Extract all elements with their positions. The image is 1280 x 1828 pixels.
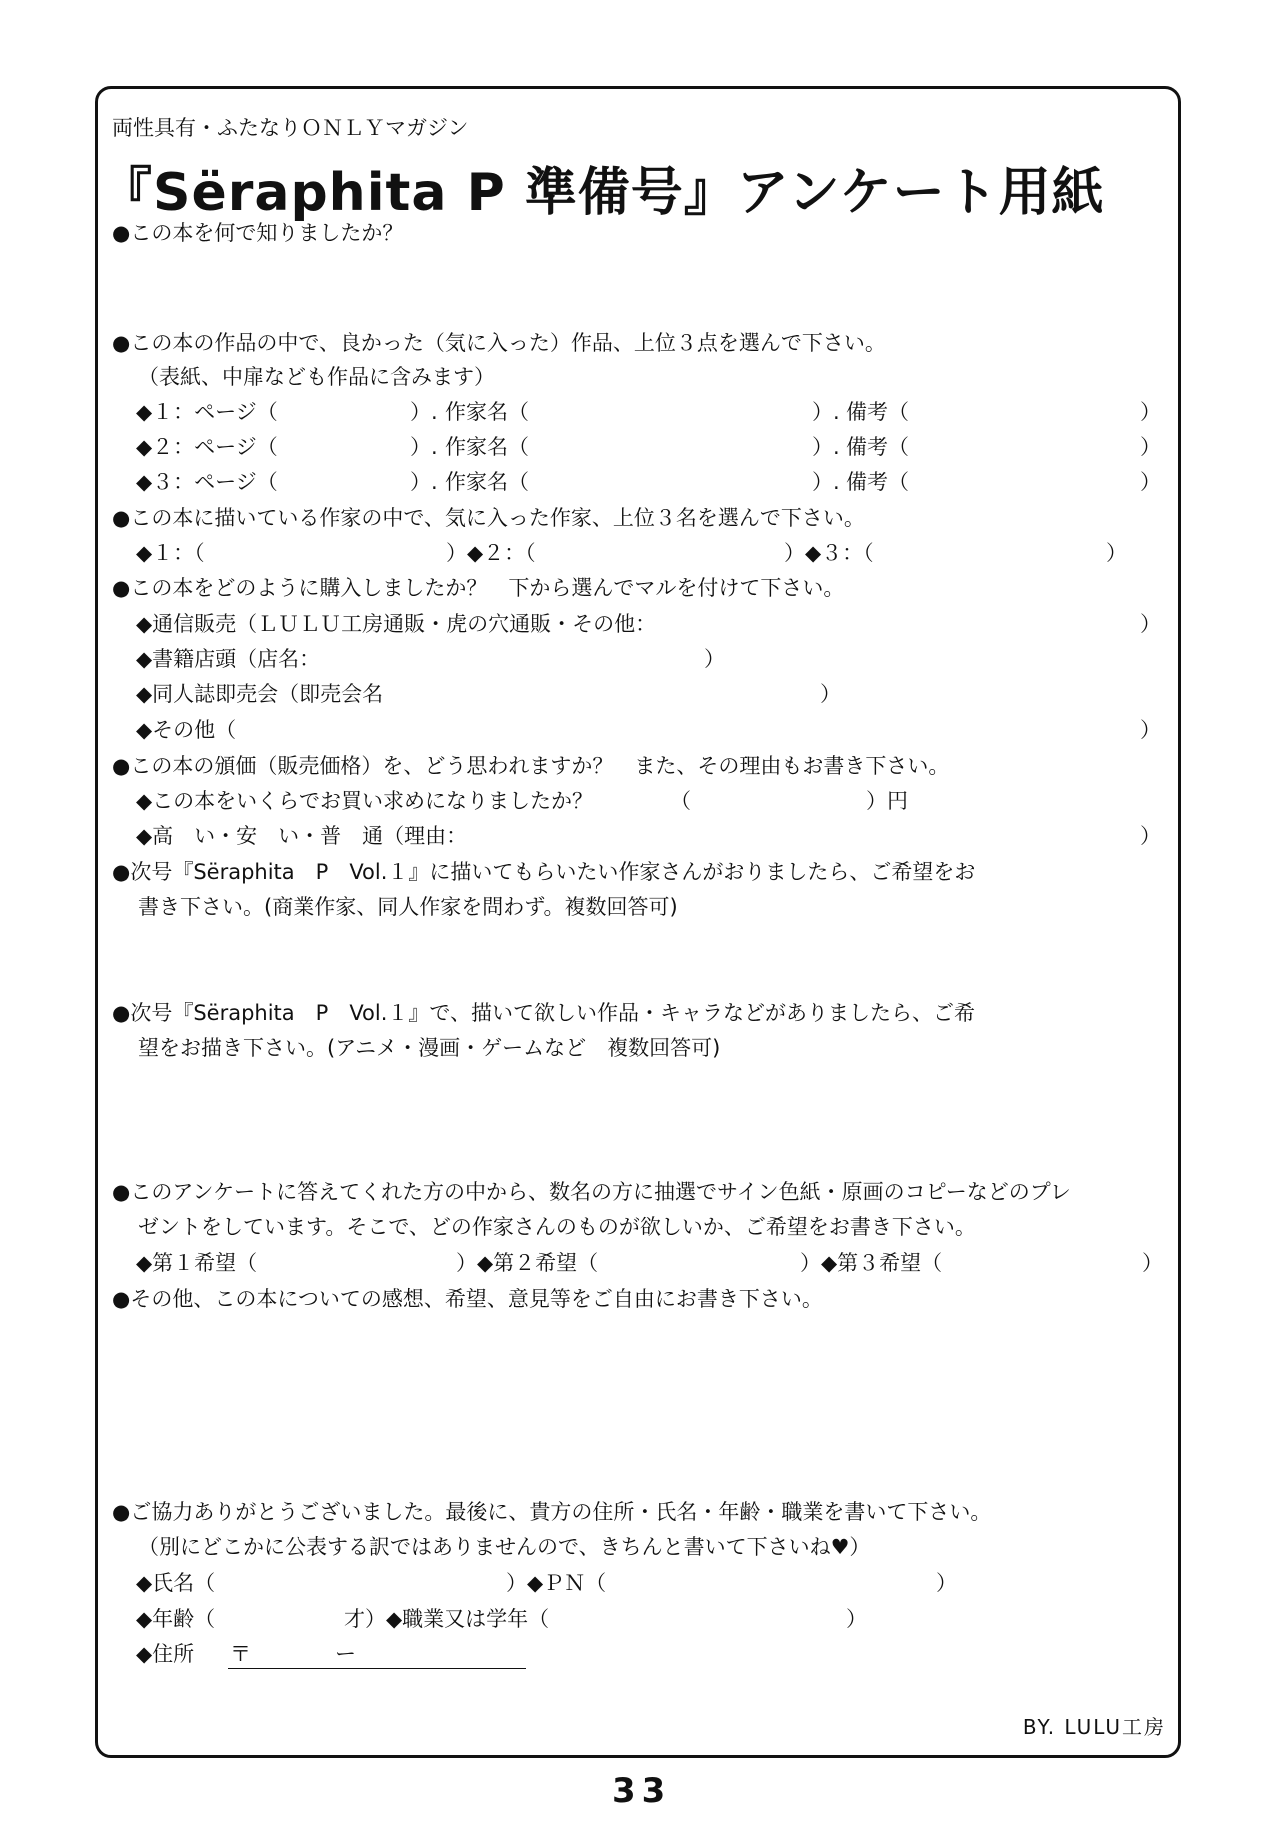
present-wish-3-field[interactable]: ）◆第３希望（ [800,1251,943,1275]
present-wish-2-field[interactable]: ）◆第２希望（ [456,1251,599,1275]
price-rating-options[interactable]: ◆高 い・安 い・普 通（理由： [136,824,468,848]
page-field-close: ）. [410,400,438,424]
question-next-issue-authors-cont: 書き下さい。(商業作家、同人作家を問わず。複数回答可) [138,895,678,919]
price-rating-close: ） [1140,824,1161,848]
page-field-label: ◆１：ページ（ [136,400,278,424]
option-doujin-event-close: ） [820,682,841,706]
question-personal-info: ●ご協力ありがとうございました。最後に、貴方の住所・氏名・年齢・職業を書いて下さい。 [112,1500,992,1524]
postal-code-field[interactable]: 〒 ー [230,1642,356,1666]
remark-field-close: ） [1140,400,1161,424]
remark-field-close: ） [1140,435,1161,459]
author-field-label: 作家名（ [445,400,529,424]
credit-text: BY. LULU工房 [1022,1715,1166,1739]
author-field-close: ）. [812,400,840,424]
question-favorite-works-note: （表紙、中扉なども作品に含みます） [138,365,495,389]
author-field-label: 作家名（ [445,470,529,494]
page-field-label: ◆３：ページ（ [136,470,278,494]
option-mail-order-close: ） [1140,612,1161,636]
question-purchase-method: ●この本をどのように購入しましたか？ 下から選んでマルを付けて下さい。 [112,576,845,600]
option-bookstore-close: ） [704,647,725,671]
author-field-close: ）. [812,470,840,494]
present-wish-1-field[interactable]: ◆第１希望（ [136,1251,258,1275]
option-mail-order[interactable]: ◆通信販売（ＬＵＬＵ工房通販・虎の穴通販・その他： [136,612,657,636]
remark-field-close: ） [1140,470,1161,494]
question-next-issue-authors: ●次号『Sëraphita P Vol.１』に描いてもらいたい作家さんがおりましたら、ご希望をお [112,860,976,884]
question-favorite-works: ●この本の作品の中で、良かった（気に入った）作品、上位３点を選んで下さい。 [112,331,886,355]
magazine-subtitle: 両性具有・ふたなりＯＮＬＹマガジン [112,116,469,140]
remark-field-label: 備考（ [846,470,909,494]
name-field[interactable]: ◆氏名（ [136,1571,216,1595]
age-field[interactable]: ◆年齢（ [136,1607,216,1631]
author-rank-close: ） [1106,541,1127,565]
remark-field-label: 備考（ [846,400,909,424]
page-field-close: ）. [410,470,438,494]
pen-name-field[interactable]: ）◆ＰＮ（ [506,1571,607,1595]
question-price-opinion: ●この本の頒価（販売価格）を、どう思われますか？ また、その理由もお書き下さい。 [112,754,950,778]
page-field-close: ）. [410,435,438,459]
question-personal-info-note: （別にどこかに公表する訳ではありませんので、きちんと書いて下さいね♥） [138,1535,871,1559]
option-other-close: ） [1140,718,1161,742]
author-field-close: ）. [812,435,840,459]
option-doujin-event[interactable]: ◆同人誌即売会（即売会名 [136,682,384,706]
remark-field-label: 備考（ [846,435,909,459]
question-free-comments: ●その他、この本についての感想、希望、意見等をご自由にお書き下さい。 [112,1287,823,1311]
question-next-issue-works: ●次号『Sëraphita P Vol.１』で、描いて欲しい作品・キャラなどがありましたら、ご希 [112,1001,975,1025]
author-field-label: 作家名（ [445,435,529,459]
pen-name-close: ） [936,1571,957,1595]
question-favorite-authors: ●この本に描いている作家の中で、気に入った作家、上位３名を選んで下さい。 [112,506,865,530]
price-paid-field[interactable]: （ [670,789,691,813]
author-rank-2-field[interactable]: ）◆２：（ [446,541,536,565]
page-field-label: ◆２：ページ（ [136,435,278,459]
author-rank-3-field[interactable]: ）◆３：（ [784,541,874,565]
option-other[interactable]: ◆その他（ [136,718,237,742]
question-next-issue-works-cont: 望をお描き下さい。(アニメ・漫画・ゲームなど 複数回答可) [138,1036,721,1060]
question-present-wish: ●このアンケートに答えてくれた方の中から、数名の方に抽選でサイン色紙・原画のコピーなどのプレ [112,1180,1071,1204]
question-how-known: ●この本を何で知りましたか？ [112,221,404,245]
occupation-field[interactable]: 才）◆職業又は学年（ [344,1607,550,1631]
question-present-wish-cont: ゼントをしています。そこで、どの作家さんのものが欲しいか、ご希望をお書き下さい。 [138,1215,976,1239]
present-wish-close: ） [1142,1251,1163,1275]
price-paid-question: ◆この本をいくらでお買い求めになりましたか？ [136,789,593,813]
author-rank-1-field[interactable]: ◆１：（ [136,541,205,565]
option-bookstore[interactable]: ◆書籍店頭（店名： [136,647,321,671]
page-number: 33 [612,1771,672,1811]
address-label: ◆住所 [136,1642,195,1666]
occupation-close: ） [846,1607,867,1631]
survey-title: 『Sëraphita P 準備号』アンケート用紙 [100,163,1105,223]
price-paid-unit: ）円 [866,789,908,813]
address-underline [228,1668,526,1669]
